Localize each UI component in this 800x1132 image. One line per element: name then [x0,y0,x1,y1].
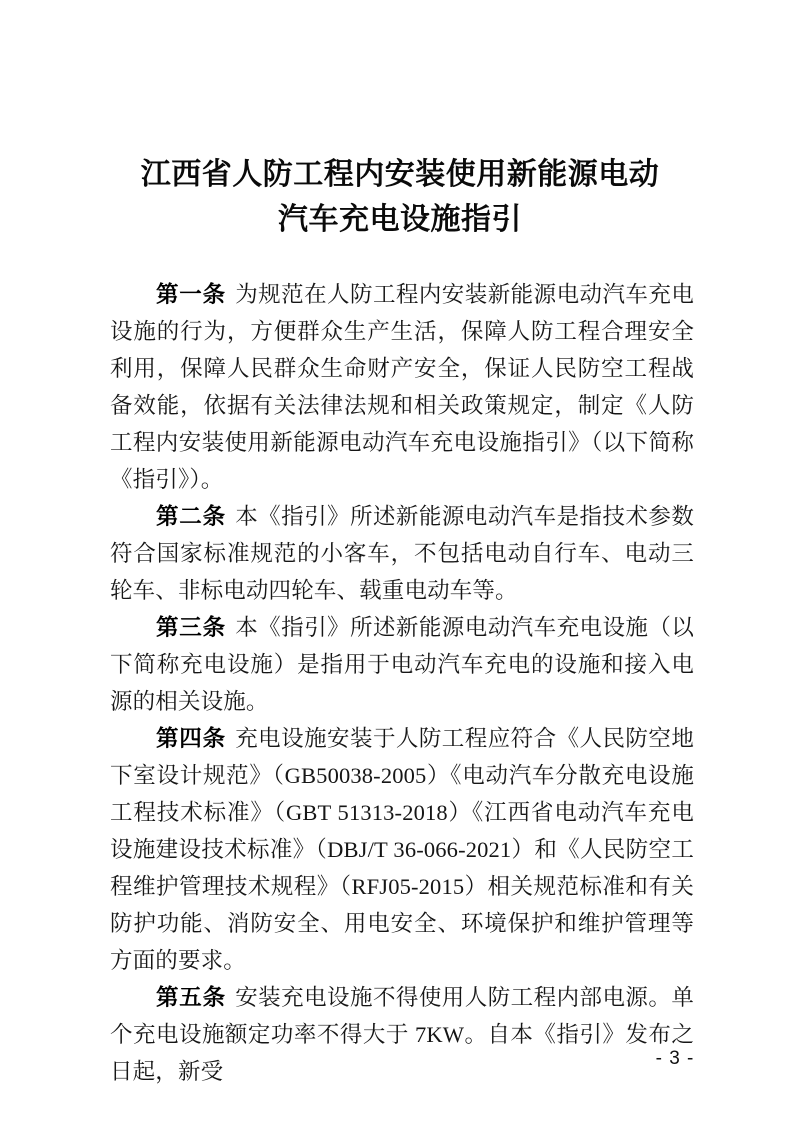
article-number-2: 第二条 [156,504,226,529]
article-number-1: 第一条 [156,282,226,307]
title-line-2: 汽车充电设施指引 [278,203,522,236]
page-number-footer [0,1048,800,1070]
article-text-2: 本《指引》所述新能源电动汽车是指技术参数符合国家标准规范的小客车，不包括电动自行车、电动三轮车、非标电动四轮车、载重电动车等。 [110,504,694,603]
article-number-5: 第五条 [156,985,226,1010]
title-line-1: 江西省人防工程内安装使用新能源电动 [140,158,660,191]
page-title [100,152,700,242]
article-paragraph-4 [110,720,694,979]
article-text-5: 安装充电设施不得使用人防工程内部电源。单个充电设施额定功率不得大于 7KW。自本《指引》发布之日起，新受 [110,985,694,1084]
article-paragraph-1 [110,276,694,498]
article-paragraph-3 [110,609,694,720]
page-number-value: - 3 - [655,1048,695,1069]
article-number-3: 第三条 [156,615,226,640]
article-text-3: 本《指引》所述新能源电动汽车充电设施（以下简称充电设施）是指用于电动汽车充电的设施和接入电源的相关设施。 [110,615,694,714]
article-paragraph-2 [110,498,694,609]
article-text-1: 为规范在人防工程内安装新能源电动汽车充电设施的行为，方便群众生产生活，保障人防工程合理安全利用，保障人民群众生命财产安全，保证人民防空工程战备效能，依据有关法律法规和相关政策规定，制定《人防工程内安装使用新能源电动汽车充电设施指引》（以下简称《指引》）。 [110,282,694,492]
document-body [110,276,694,1090]
article-text-4: 充电设施安装于人防工程应符合《人民防空地下室设计规范》（GB50038-2005）《电动汽车分散充电设施工程技术标准》（GBT 51313-2018）《江西省电动汽车充电设施建设技术标准》（DBJ/T 36-066-2021）和《人民防空工程维护管理技术规程》（RFJ05-2015）相关规范标准和有关防护功能、消防安全、用电安全、环境保护和维护管理等方面的要求。 [110,726,694,973]
article-number-4: 第四条 [156,726,226,751]
article-paragraph-5 [110,979,694,1090]
